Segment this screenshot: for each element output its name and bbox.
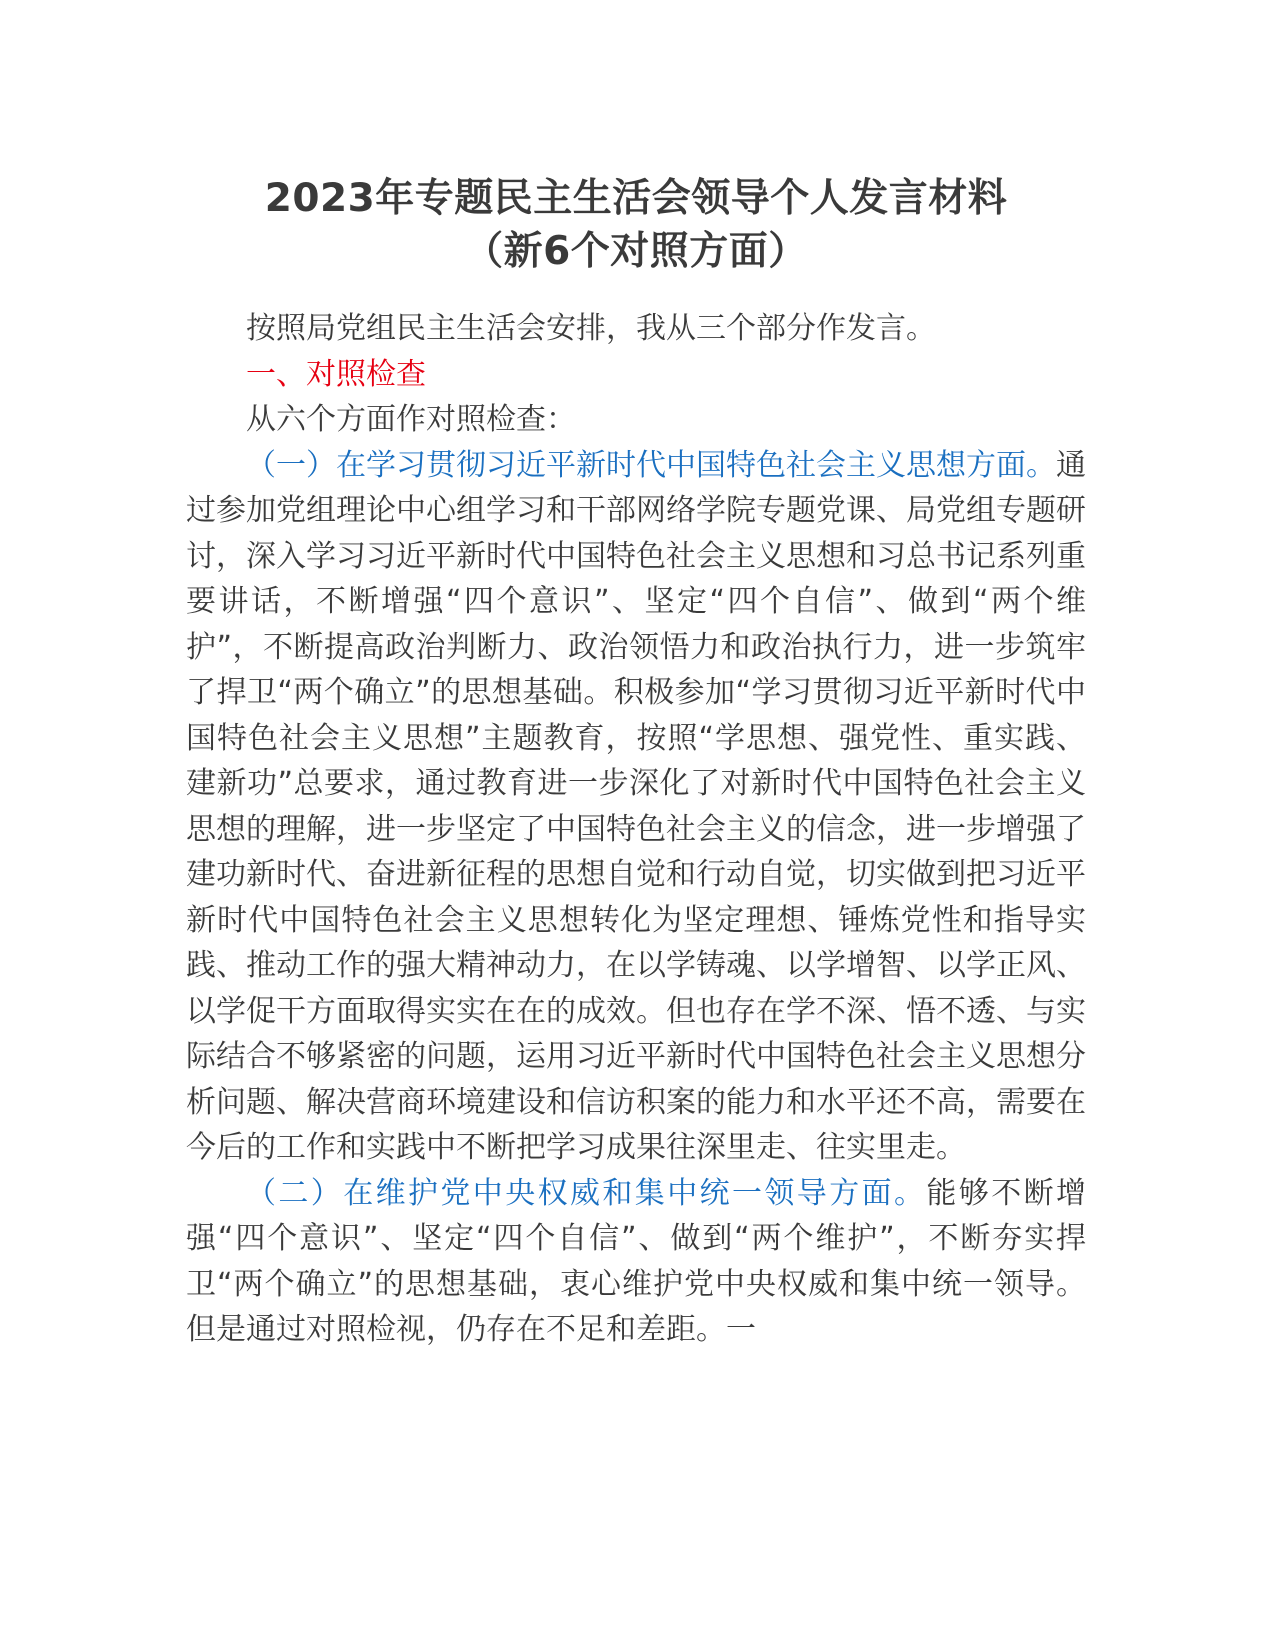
intro-paragraph: 按照局党组民主生活会安排，我从三个部分作发言。	[246, 311, 936, 346]
part-2-paragraph	[186, 1171, 1086, 1353]
section-lead-paragraph: 从六个方面作对照检查：	[246, 402, 576, 437]
part-1-body: 通过参加党组理论中心组学习和干部网络学院专题党课、局党组专题研讨，深入学习习近平新时代中国特色社会主义思想和习总书记系列重要讲话，不断增强“四个意识”、坚定“四个自信”、做到“两个维护”，不断提高政治判断力、政治领悟力和政治执行力，进一步筑牢了捍卫“两个确立”的思想基础。积极参加“学习贯彻习近平新时代中国特色社会主义思想”主题教育，按照“学思想、强党性、重实践、建新功”总要求，通过教育进一步深化了对新时代中国特色社会主义思想的理解，进一步坚定了中国特色社会主义的信念，进一步增强了建功新时代、奋进新征程的思想自觉和行动自觉，切实做到把习近平新时代中国特色社会主义思想转化为坚定理想、锤炼党性和指导实践、推动工作的强大精神动力，在以学铸魂、以学增智、以学正风、以学促干方面取得实实在在的成效。但也存在学不深、悟不透、与实际结合不够紧密的问题，运用习近平新时代中国特色社会主义思想分析问题、解决营商环境建设和信访积案的能力和水平还不高，需要在今后的工作和实践中不断把学习成果往深里走、往实里走。	[186, 447, 1086, 1165]
part-1-heading: （一）在学习贯彻习近平新时代中国特色社会主义思想方面。	[246, 447, 1056, 483]
document-page	[186, 172, 1086, 1353]
part-1-paragraph	[186, 443, 1086, 1171]
document-body	[186, 306, 1086, 1353]
section-heading-1: 一、对照检查	[246, 356, 426, 392]
title-line-1: 2023年专题民主生活会领导个人发言材料	[264, 176, 1008, 221]
document-title	[186, 172, 1086, 278]
title-line-2: （新6个对照方面）	[464, 229, 808, 274]
part-2-heading: （二）在维护党中央权威和集中统一领导方面。	[246, 1175, 927, 1211]
part-2-body: 能够不断增强“四个意识”、坚定“四个自信”、做到“两个维护”，不断夯实捍卫“两个确立”的思想基础，衷心维护党中央权威和集中统一领导。但是通过对照检视，仍存在不足和差距。一	[186, 1175, 1087, 1347]
